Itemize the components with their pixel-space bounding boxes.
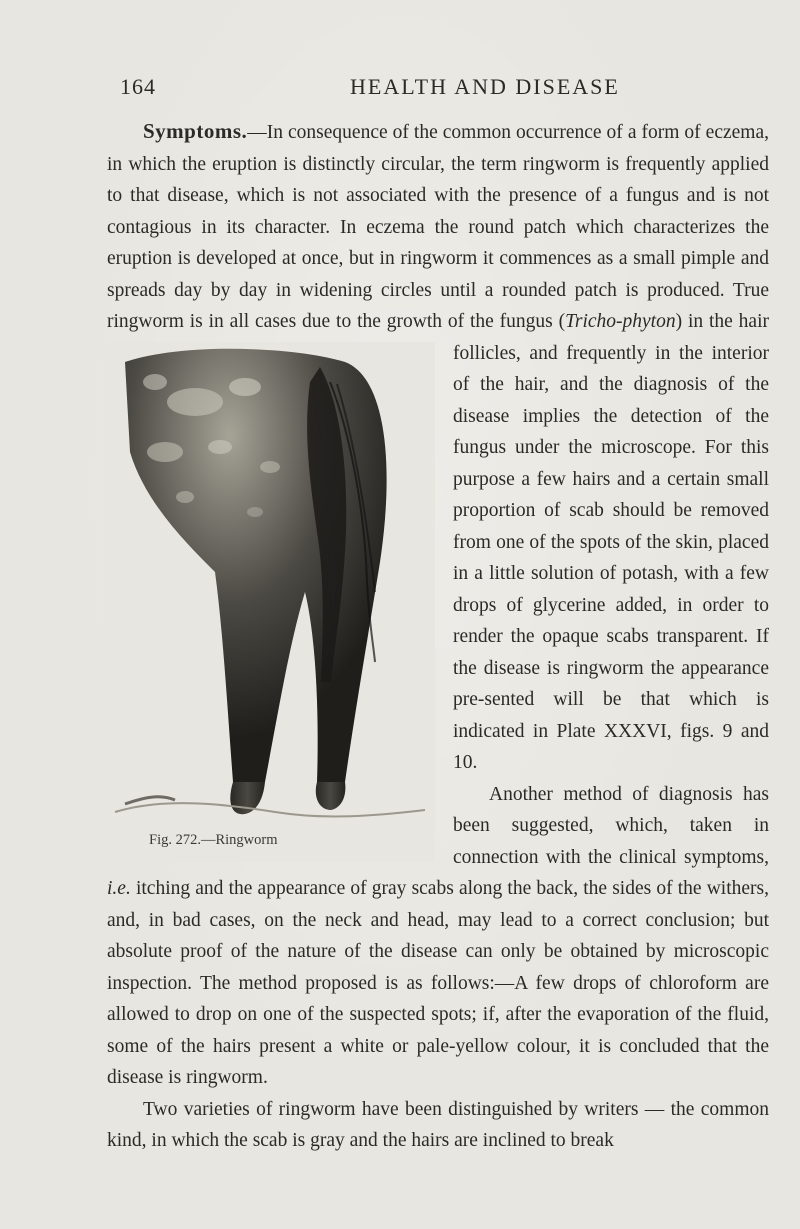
- running-title: HEALTH AND DISEASE: [350, 74, 620, 99]
- running-head: [120, 74, 760, 106]
- paragraph-1-intro: —In consequence of the common occurrence of a form of eczema, in which the eruption is distinctly circular, the term ringworm is frequently applied to that disease, which is not associated with the presence of a fungus and is not contagious in its character. In eczema the round patch which characterizes the eruption is developed at once, but in ringworm it commences as a small pimple and spreads day by day in widening circles until a rounded patch is produced. True ringworm is in all cases due to the growth of the fungus (: [107, 122, 769, 332]
- paragraph-2-start: Another method of diagnosis has been suggested, which, taken in connection with the clinical symptoms,: [453, 783, 769, 868]
- abbreviation-ie: i.e.: [107, 878, 131, 899]
- section-heading: Symptoms.: [143, 119, 248, 143]
- paragraph-1-rest: ) in the hair follicles, and frequently in the interior of the hair, and the diagnosis of the disease implies the detection of the fungus under the microscope. For this purpose a few hairs and a certain small proportion of scab should be removed from one of the spots of the skin, placed in a little solution of potash, with a few drops of glycerine added, in order to render the opaque scabs transparent. If the disease is ringworm the appearance pre-sented will be that which is indicated in Plate XXXVI, figs. 9 and 10.: [453, 311, 769, 773]
- figure-ringworm: [105, 342, 435, 862]
- horse-hindquarters-illustration: [105, 342, 435, 862]
- page-number: 164: [120, 74, 156, 99]
- figure-caption: Fig. 272.—Ringworm: [149, 831, 278, 848]
- genus-name: Tricho-phyton: [565, 311, 676, 332]
- body-text: [107, 116, 769, 1157]
- paragraph-2-rest: itching and the appearance of gray scabs along the back, the sides of the withers, and, in bad cases, on the neck and head, may lead to a correct conclusion; but absolute proof of the nature of the disease can only be obtained by microscopic inspection. The method proposed is as follows:—A few drops of chloroform are allowed to drop on one of the suspected spots; if, after the evaporation of the fluid, some of the hairs present a white or pale-yellow colour, it is concluded that the disease is ringworm.: [107, 878, 769, 1088]
- paragraph-varieties: Two varieties of ringworm have been distinguished by writers — the common kind, in which the scab is gray and the hairs are inclined to break: [107, 1098, 769, 1151]
